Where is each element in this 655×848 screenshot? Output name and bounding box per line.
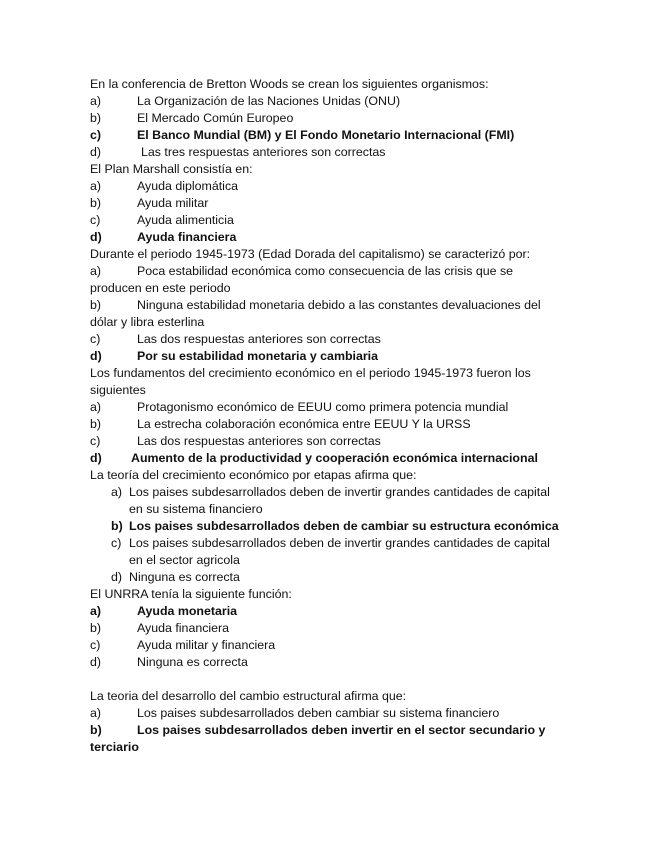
option-d-correct: d) Por su estabilidad monetaria y cambiaria [90, 349, 379, 363]
question-7 [90, 688, 570, 756]
option-d: d) Las tres respuestas anteriores son correctas [90, 145, 386, 159]
question-5-text: La teoría del crecimiento económico por etapas afirma que: [90, 468, 417, 482]
option-a: a) Ayuda diplomática [90, 179, 239, 193]
option-c: c) Las dos respuestas anteriores son correctas [90, 332, 381, 346]
question-6-text: El UNRRA tenía la siguiente función: [90, 587, 292, 601]
option-a-correct: a) Ayuda monetaria [90, 604, 238, 618]
option-c: c) Ayuda alimenticia [90, 213, 234, 227]
question-3-text: Durante el periodo 1945-1973 (Edad Dorada del capitalismo) se caracterizó por: [90, 247, 531, 261]
option-d: d) Ninguna es correcta [111, 570, 240, 584]
option-b: b) Ayuda financiera [90, 621, 230, 635]
option-b: b) La estrecha colaboración económica entre EEUU Y la URSS [90, 417, 471, 431]
option-b: b) Ayuda militar [90, 196, 209, 210]
question-1 [90, 76, 570, 671]
option-b: b) Ninguna estabilidad monetaria debido a las constantes devaluaciones del [90, 298, 541, 312]
option-b-correct: b) Los paises subdesarrollados deben invertir en el sector secundario y [90, 723, 546, 737]
question-4-continuation: siguientes [90, 383, 146, 397]
question-7-text: La teoria del desarrollo del cambio estructural afirma que: [90, 689, 407, 703]
option-c-correct: c) El Banco Mundial (BM) y El Fondo Monetario Internacional (FMI) [90, 128, 515, 142]
option-b-correct: b) Los paises subdesarrollados deben de cambiar su estructura económica [111, 519, 559, 533]
option-d-correct: d) Ayuda financiera [90, 230, 237, 244]
option-a: a) Los paises subdesarrollados deben de invertir grandes cantidades de capital [111, 485, 550, 499]
option-c: c) Las dos respuestas anteriores son correctas [90, 434, 381, 448]
option-b-continuation: dólar y libra esterlina [90, 315, 205, 329]
option-a: a) La Organización de las Naciones Unidas (ONU) [90, 94, 401, 108]
option-c: c) Ayuda militar y financiera [90, 638, 276, 652]
question-2-text: El Plan Marshall consistía en: [90, 162, 253, 176]
option-c-continuation: en el sector agricola [129, 553, 240, 567]
option-d-correct: d) Aumento de la productividad y cooperación económica internacional [90, 451, 538, 465]
option-a: a) Protagonismo económico de EEUU como primera potencia mundial [90, 400, 509, 414]
option-a: a) Los paises subdesarrollados deben cambiar su sistema financiero [90, 706, 500, 720]
option-a-continuation: en su sistema financiero [129, 502, 263, 516]
question-text: En la conferencia de Bretton Woods se crean los siguientes organismos: [90, 77, 489, 91]
question-4-text: Los fundamentos del crecimiento económico en el periodo 1945-1973 fueron los [90, 366, 531, 380]
option-c: c) Los paises subdesarrollados deben de invertir grandes cantidades de capital [111, 536, 550, 550]
option-d: d) Ninguna es correcta [90, 655, 248, 669]
option-a: a) Poca estabilidad económica como consecuencia de las crisis que se [90, 264, 514, 278]
option-a-continuation: producen en este periodo [90, 281, 231, 295]
option-b: b) El Mercado Común Europeo [90, 111, 294, 125]
option-b-continuation: terciario [90, 740, 139, 754]
